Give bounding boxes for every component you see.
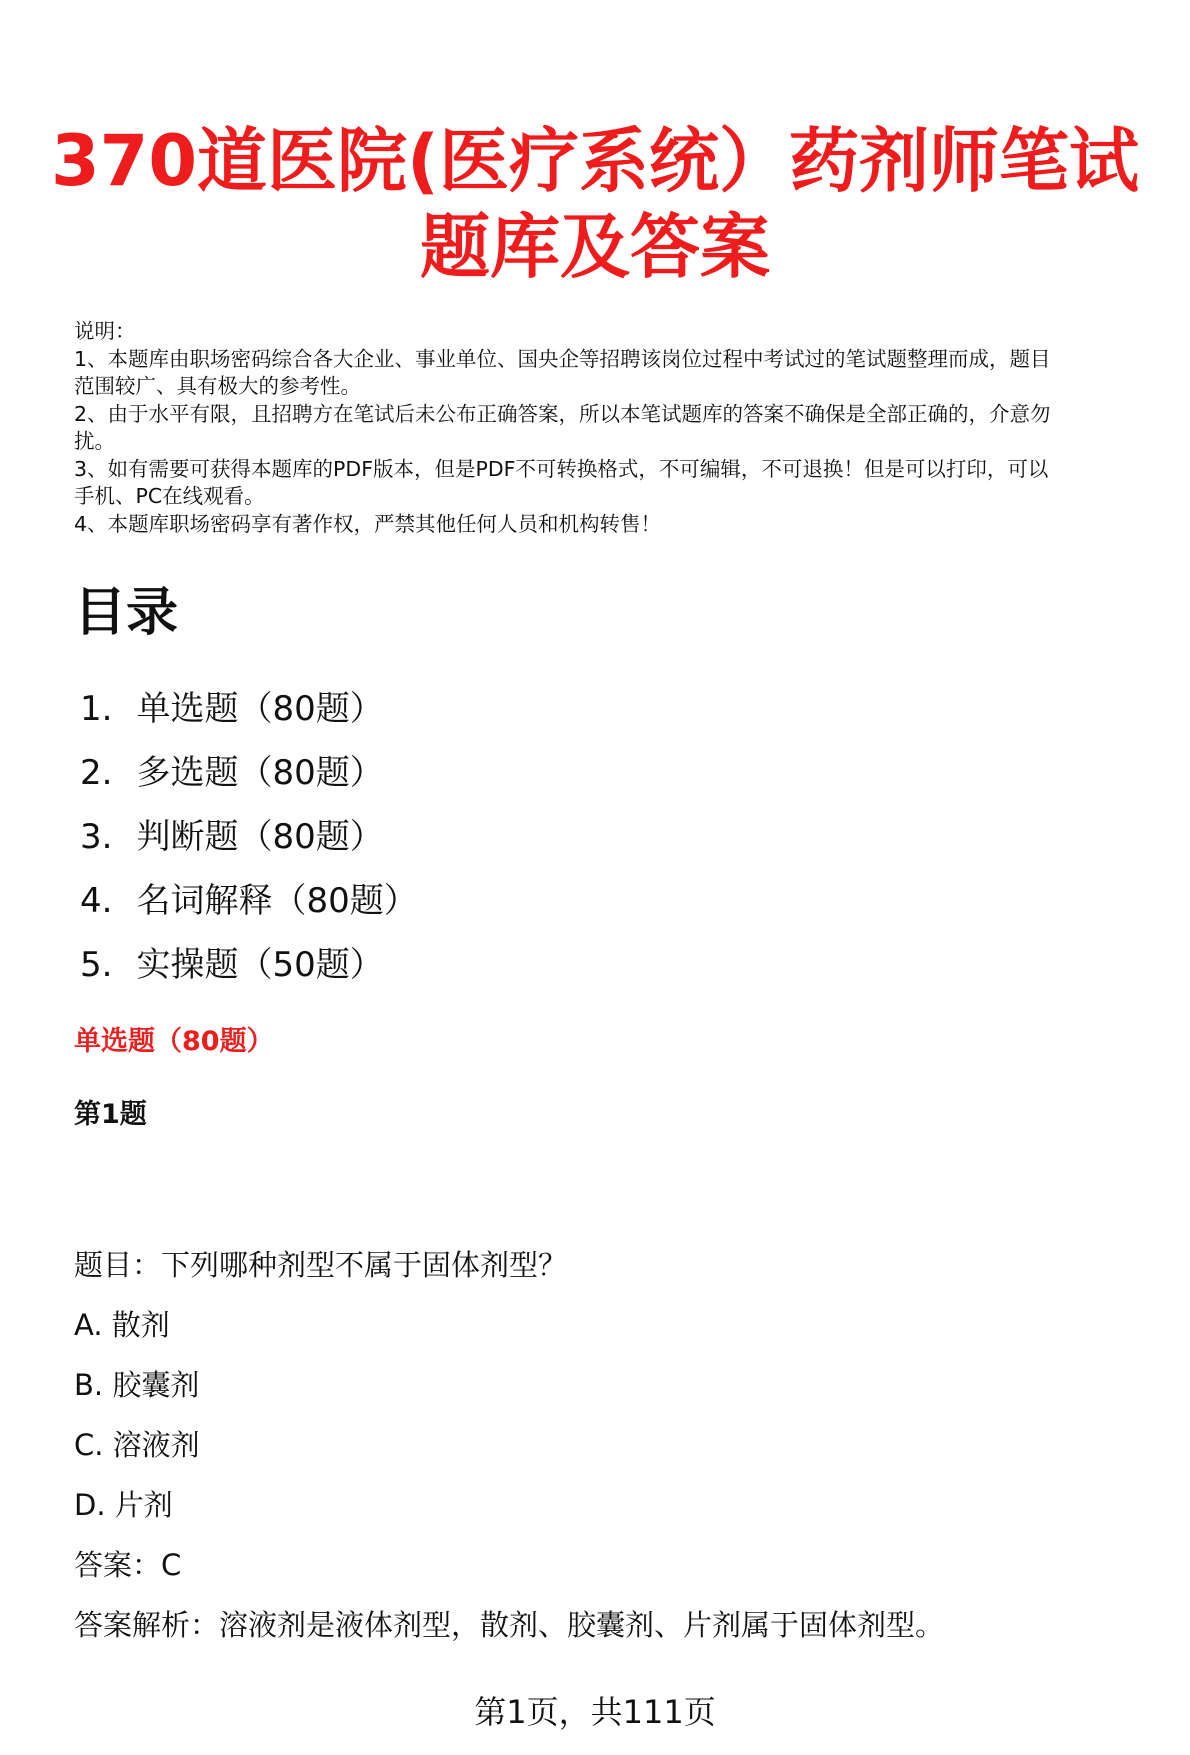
section-title: 单选题（80题） [74, 1026, 274, 1057]
answer: 答案：C [74, 1548, 182, 1582]
question-number: 第1题 [74, 1099, 147, 1130]
toc-item-label: 实操题（50题） [136, 945, 384, 985]
toc-item-number: 5. [80, 945, 113, 985]
toc-item-number: 2. [80, 753, 113, 793]
toc-heading: 目录 [74, 583, 179, 643]
toc-item-label: 判断题（80题） [136, 817, 384, 857]
option-d: D. 片剂 [74, 1488, 173, 1522]
note-line: 说明： [74, 319, 136, 343]
toc-item-label: 名词解释（80题） [136, 881, 418, 921]
toc-item-label: 多选题（80题） [136, 753, 384, 793]
toc-item-number: 3. [80, 817, 113, 857]
option-a: A. 散剂 [74, 1308, 170, 1342]
answer-explanation: 答案解析：溶液剂是液体剂型，散剂、胶囊剂、片剂属于固体剂型。 [74, 1608, 945, 1642]
instructions-block [74, 318, 1154, 538]
note-line: 2、由于水平有限，且招聘方在笔试后未公布正确答案，所以本笔试题库的答案不确保是全部正确的，介意勿 [74, 401, 1051, 426]
option-b: B. 胶囊剂 [74, 1368, 200, 1402]
title-line-2: 题库及答案 [420, 206, 770, 288]
toc-item[interactable] [80, 942, 418, 1006]
toc-item[interactable] [80, 750, 418, 814]
toc-item-number: 1. [80, 689, 113, 729]
table-of-contents [80, 686, 418, 1006]
note-line: 4、本题库职场密码享有著作权，严禁其他任何人员和机构转售！ [74, 511, 662, 536]
document-title [0, 118, 1190, 290]
note-line: 手机、PC在线观看。 [74, 484, 265, 508]
toc-item-label: 单选题（80题） [136, 689, 384, 729]
toc-item[interactable] [80, 878, 418, 942]
note-line: 1、本题库由职场密码综合各大企业、事业单位、国央企等招聘该岗位过程中考试过的笔试题整理而成，题目 [74, 346, 1051, 371]
note-line: 扰。 [74, 429, 115, 453]
toc-item[interactable] [80, 686, 418, 750]
note-line: 范围较广、具有极大的参考性。 [74, 374, 361, 398]
title-line-1: 370道医院(医疗系统）药剂师笔试 [50, 120, 1140, 202]
page-footer: 第1页，共111页 [474, 1693, 716, 1731]
toc-item[interactable] [80, 814, 418, 878]
note-line: 3、如有需要可获得本题库的PDF版本，但是PDF不可转换格式，不可编辑，不可退换！但是可以打印，可以 [74, 456, 1049, 481]
toc-item-number: 4. [80, 881, 113, 921]
option-c: C. 溶液剂 [74, 1428, 200, 1462]
question-text: 题目：下列哪种剂型不属于固体剂型？ [74, 1248, 568, 1282]
question-block [74, 1245, 944, 1665]
